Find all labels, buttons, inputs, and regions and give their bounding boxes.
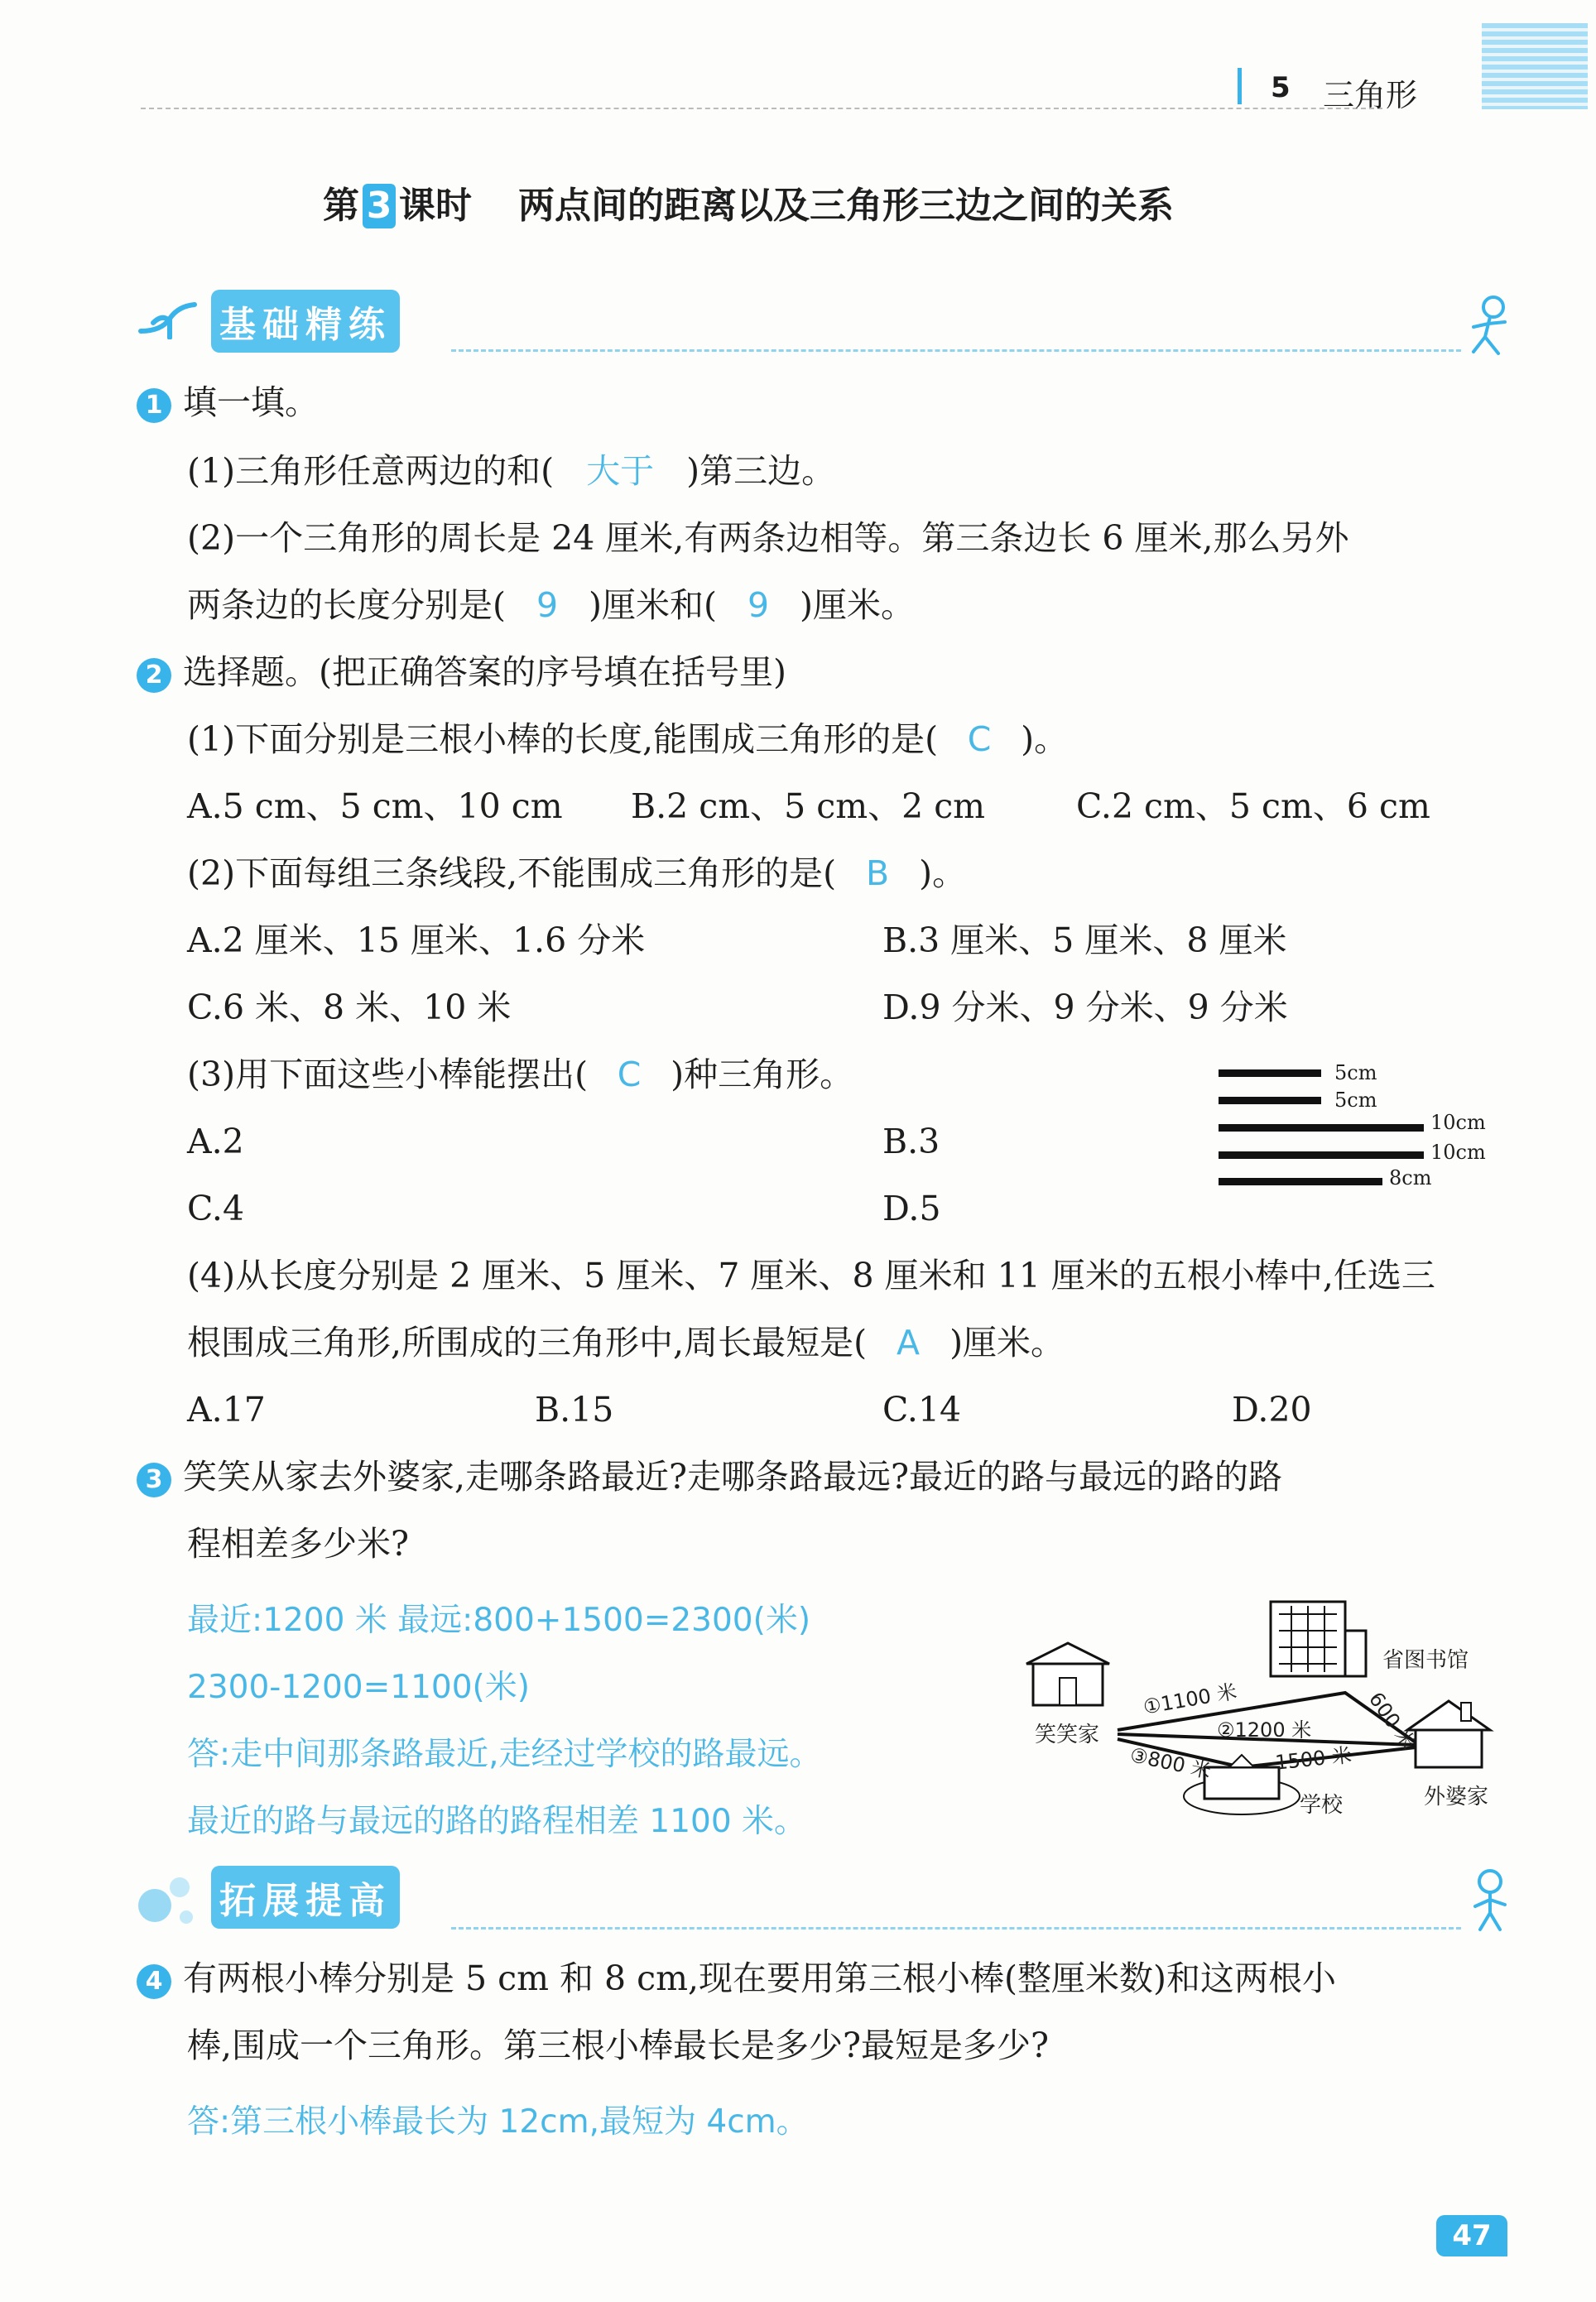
- runner-icon: [1465, 294, 1515, 360]
- lesson-number-badge: 3: [363, 184, 396, 228]
- q2-s3-option-c: C.4: [187, 1189, 245, 1228]
- q2-s4-pre: 根围成三角形,所围成的三角形中,周长最短是(: [187, 1323, 868, 1362]
- q2-s2-option-b: B.3 厘米、5 厘米、8 厘米: [882, 920, 1287, 960]
- q4-number: 4: [137, 1964, 171, 1999]
- q3-number: 3: [137, 1463, 171, 1497]
- q3-answer-2: 2300-1200=1100(米): [187, 1669, 530, 1706]
- page-number: 47: [1436, 2215, 1507, 2256]
- q2-s4-line2: [187, 1323, 1065, 1362]
- q1-stem: [137, 382, 319, 423]
- q1-part1: [187, 451, 836, 491]
- q2-s4-post: )厘米。: [949, 1323, 1065, 1362]
- q1-p1-post: )第三边。: [686, 451, 836, 491]
- grandma-label: 外婆家: [1424, 1785, 1489, 1809]
- lesson-name: 两点间的距离以及三角形三边之间的关系: [518, 185, 1174, 227]
- q3-line1: [137, 1457, 1282, 1497]
- section-basic-divider: [451, 349, 1461, 352]
- q2-s4-option-d: D.20: [1232, 1390, 1312, 1430]
- route1-label: ①1100 米: [1141, 1680, 1239, 1719]
- q2-s4-option-a: A.17: [187, 1390, 266, 1430]
- q2-s2-option-c: C.6 米、8 米、10 米: [187, 988, 512, 1027]
- stick-4: [1219, 1151, 1424, 1159]
- q2-stem: [137, 652, 786, 693]
- q2-s4-option-c: C.14: [882, 1390, 962, 1430]
- q2-s1-post: )。: [1021, 719, 1069, 759]
- q2-number: 2: [137, 658, 171, 693]
- q1-p2-post: )厘米。: [800, 585, 915, 625]
- q3-text-line1: 笑笑从家去外婆家,走哪条路最近?走哪条路最远?最近的路与最远的路的路: [183, 1457, 1282, 1497]
- stick-4-label: 10cm: [1430, 1141, 1486, 1164]
- section-extend-title: 拓展提高: [211, 1866, 400, 1929]
- q2-s3-option-b: B.3: [882, 1122, 940, 1161]
- route-map: [1018, 1585, 1515, 1833]
- q3-answer-4: 最近的路与最远的路的路程相差 1100 米。: [187, 1803, 807, 1840]
- q1-stem-text: 填一填。: [183, 382, 319, 422]
- q2-s3-option-d: D.5: [882, 1189, 941, 1228]
- home-label: 笑笑家: [1035, 1723, 1100, 1747]
- stick-3: [1219, 1124, 1424, 1132]
- header-dash: [141, 108, 1382, 109]
- q2-s4-option-b: B.15: [535, 1390, 614, 1430]
- q2-s3-option-a: A.2: [187, 1122, 244, 1161]
- q4-line1: [137, 1958, 1337, 1999]
- q1-part2-line1: (2)一个三角形的周长是 24 厘米,有两条边相等。第三条边长 6 厘米,那么另外: [187, 518, 1349, 558]
- sprout-icon: [137, 298, 203, 339]
- q2-s2: [187, 853, 967, 893]
- q4-text-line1: 有两根小棒分别是 5 cm 和 8 cm,现在要用第三根小棒(整厘米数)和这两根小: [183, 1958, 1337, 1998]
- chapter-number: 5: [1271, 71, 1291, 104]
- q1-part2-line2: [187, 585, 915, 625]
- q2-s3-post: )种三角形。: [671, 1055, 854, 1094]
- q2-s4-answer: A: [897, 1323, 921, 1362]
- stick-1-label: 5cm: [1334, 1061, 1377, 1084]
- q2-s2-option-a: A.2 厘米、15 厘米、1.6 分米: [187, 920, 646, 960]
- lesson-suffix: 课时: [399, 185, 472, 227]
- q1-p2-answer2: 9: [747, 585, 770, 625]
- q1-p1-answer: 大于: [586, 451, 655, 491]
- bubble-icon: [137, 1872, 203, 1930]
- lesson-title: [323, 175, 1174, 228]
- q3-answer-1: 最近:1200 米 最远:800+1500=2300(米): [187, 1602, 811, 1639]
- sticks-figure: [1215, 1058, 1497, 1190]
- q2-s1: [187, 719, 1069, 759]
- stick-2-label: 5cm: [1334, 1089, 1377, 1112]
- header-stripes: [1482, 23, 1588, 109]
- stick-2: [1219, 1097, 1321, 1104]
- stick-5: [1219, 1178, 1382, 1185]
- q2-s1-option-a: A.5 cm、5 cm、10 cm: [187, 786, 563, 826]
- q4-line2: 棒,围成一个三角形。第三根小棒最长是多少?最短是多少?: [187, 2026, 1049, 2065]
- chapter-title: 三角形: [1323, 77, 1418, 113]
- q2-s3-answer: C: [617, 1055, 642, 1094]
- q2-s1-pre: (1)下面分别是三根小棒的长度,能围成三角形的是(: [187, 719, 939, 759]
- route5-label: 600 米: [1363, 1688, 1421, 1754]
- route2-label: ②1200 米: [1217, 1718, 1312, 1742]
- stick-5-label: 8cm: [1389, 1166, 1432, 1189]
- library-label: 省图书馆: [1382, 1648, 1469, 1673]
- q2-stem-text: 选择题。(把正确答案的序号填在括号里): [183, 652, 786, 692]
- q1-p2-pre: 两条边的长度分别是(: [187, 585, 506, 625]
- q2-s3: [187, 1055, 854, 1094]
- q2-s2-pre: (2)下面每组三条线段,不能围成三角形的是(: [187, 853, 837, 893]
- route4-label: 1500 米: [1274, 1743, 1353, 1775]
- stick-3-label: 10cm: [1430, 1111, 1486, 1134]
- section-extend-tag: [211, 1866, 400, 1929]
- q1-p2-answer1: 9: [536, 585, 559, 625]
- q3-line2: 程相差多少米?: [187, 1524, 409, 1564]
- lesson-prefix: 第: [323, 185, 359, 227]
- route3-label: ③800 米: [1127, 1742, 1214, 1783]
- q2-s2-post: )。: [919, 853, 967, 893]
- q4-answer: 答:第三根小棒最长为 12cm,最短为 4cm。: [187, 2103, 809, 2141]
- section-basic-title: 基础精练: [211, 290, 400, 353]
- q2-s2-answer: B: [866, 853, 890, 893]
- section-basic-tag: [211, 290, 400, 353]
- q2-s1-option-b: B.2 cm、5 cm、2 cm: [631, 786, 986, 826]
- school-label: 学校: [1300, 1793, 1344, 1818]
- q1-p2-mid: )厘米和(: [589, 585, 717, 625]
- q2-s4-line1: (4)从长度分别是 2 厘米、5 厘米、7 厘米、8 厘米和 11 厘米的五根小棒中,任选三: [187, 1256, 1435, 1295]
- q2-s3-pre: (3)用下面这些小棒能摆出(: [187, 1055, 589, 1094]
- stick-1: [1219, 1069, 1321, 1077]
- q2-s2-option-d: D.9 分米、9 分米、9 分米: [882, 988, 1288, 1027]
- q3-answer-3: 答:走中间那条路最近,走经过学校的路最远。: [187, 1736, 822, 1773]
- header-bar: [1238, 68, 1242, 104]
- q1-p1-pre: (1)三角形任意两边的和(: [187, 451, 555, 491]
- thinker-icon: [1465, 1867, 1515, 1933]
- q2-s1-option-c: C.2 cm、5 cm、6 cm: [1076, 786, 1430, 826]
- section-extend-divider: [451, 1927, 1461, 1930]
- q2-s1-answer: C: [967, 719, 992, 759]
- q1-number: 1: [137, 388, 171, 423]
